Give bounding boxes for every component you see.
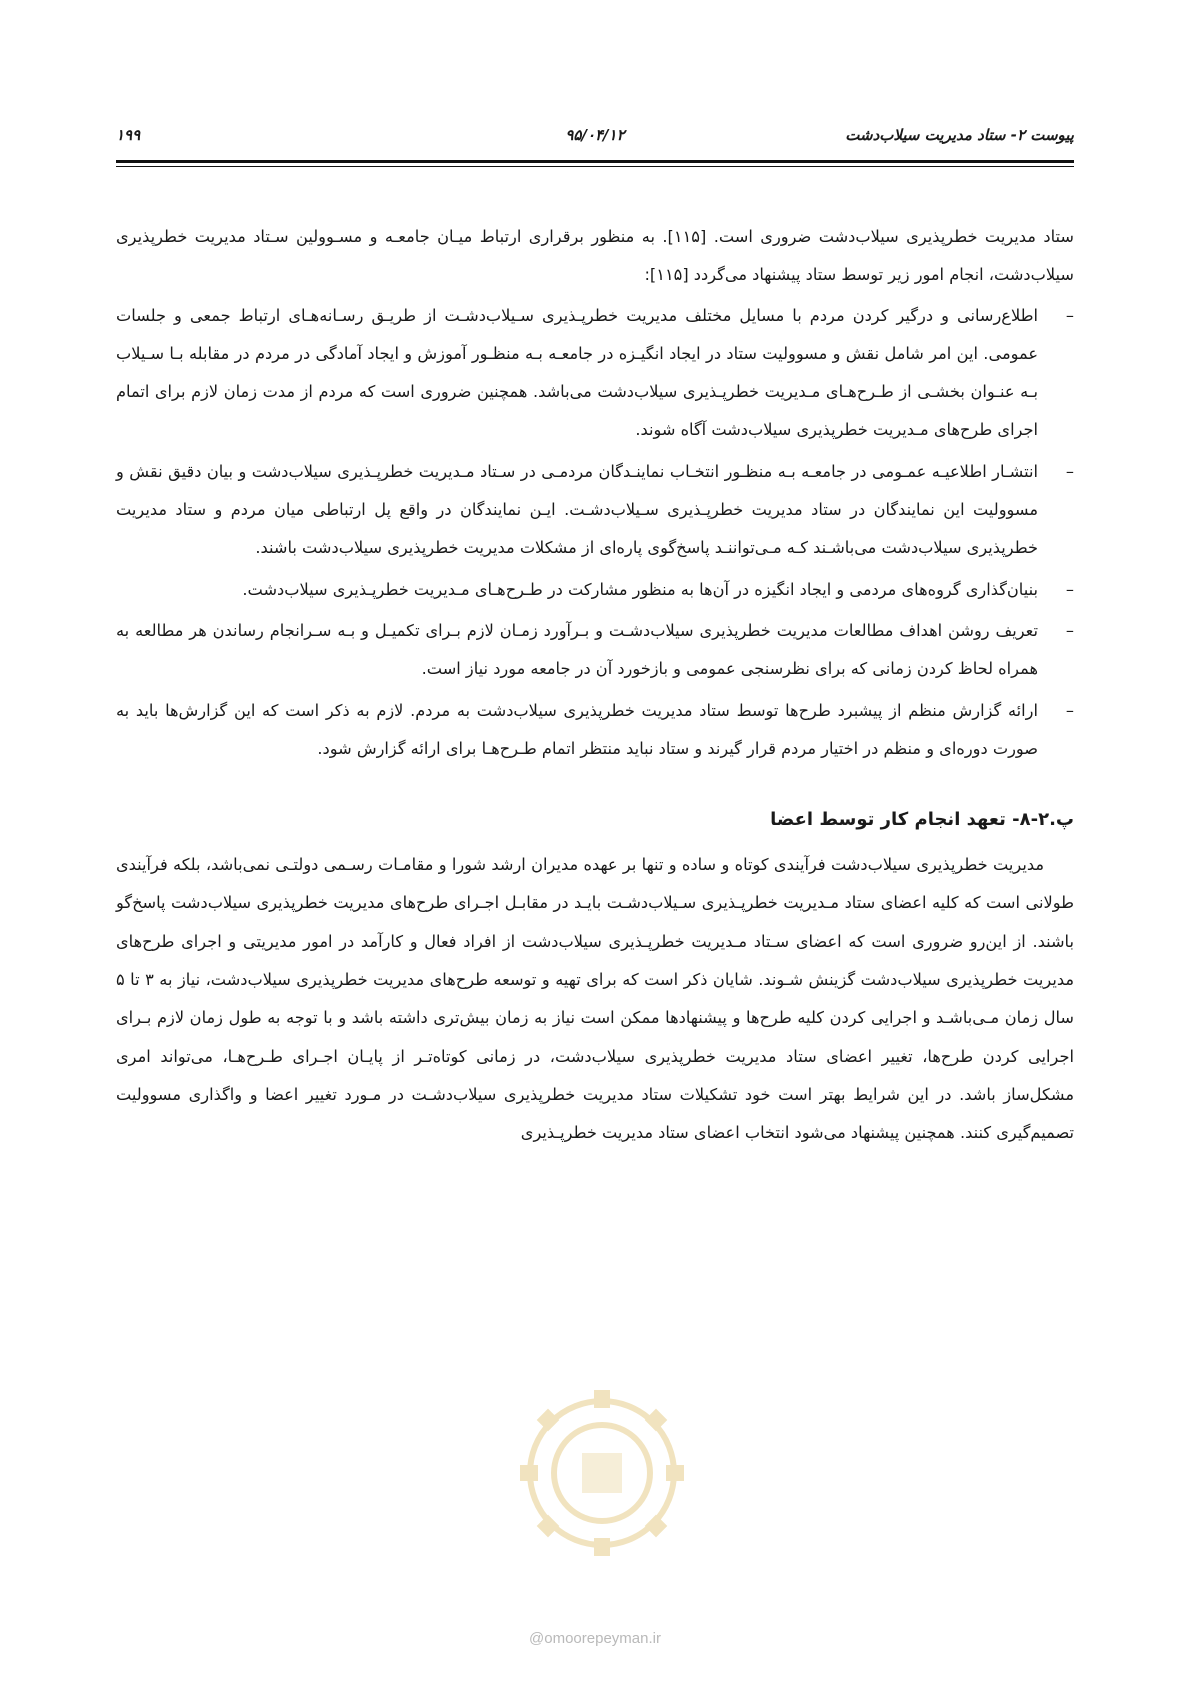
bullet-dash: –: [1065, 700, 1074, 720]
bullet-text: ارائه گزارش منظم از پیشبرد طرح‌ها توسط ستاد مدیریت خطرپذیری سیلاب‌دشت به مردم. لازم به ذکر است که این گزارش‌ها باید به صورت دوره‌ای و منظم در اختیار مردم قرار گیرند و ستاد نباید منتظر اتمام طـرح‌هـا برای ارائه گزارش شود.: [116, 700, 1038, 758]
bullet-text: بنیان‌گذاری گروه‌های مردمی و ایجاد انگیزه در آن‌ها به منظور مشارکت در طـرح‌هـای مـدیریت خطرپـذیری سیلاب‌دشت.: [242, 579, 1038, 599]
bullet-dash: –: [1065, 461, 1074, 481]
section-paragraph: مدیریت خطرپذیری سیلاب‌دشت فرآیندی کوتاه و ساده و تنها بر عهده مدیران ارشد شورا و مقامـات رسـمی دولتـی نمی‌باشد، بلکه فرآیندی طولانی است که کلیه اعضای ستاد مـدیریت خطرپـذیری سـیلاب‌دشـت بایـد در مقابـل اجـرای طرح‌های مدیریت خطرپذیری سیلاب‌دشت پاسخ‌گو باشند. از این‌رو ضروری است که اعضای سـتاد مـدیریت خطرپـذیری سیلاب‌دشت از افراد فعال و کارآمد در امور مدیریتی و اجرای طرح‌های مدیریت خطرپذیری سیلاب‌دشت گزینش شـوند. شایان ذکر است که برای تهیه و توسعه طرح‌های مدیریت خطرپذیری سیلاب‌دشت، نیاز به ۳ تا ۵ سال زمان مـی‌باشـد و اجرایی کردن کلیه طرح‌ها و پیشنهادها ممکن است نیاز به زمان بیش‌تری داشته باشد و با توجه به طول زمان لازم بـرای اجرایی کردن طرح‌ها، تغییر اعضای ستاد مدیریت خطرپذیری سیلاب‌دشت، در زمانی کوتاه‌تـر از پایـان اجـرای طـرح‌هـا، می‌تواند امری مشکل‌ساز باشد. در این شرایط بهتر است خود تشکیلات ستاد مدیریت خطرپذیری سیلاب‌دشـت در مـورد تغییر اعضا و واگذاری مسوولیت تصمیم‌گیری کنند. همچنین پیشنهاد می‌شود انتخاب اعضای ستاد مدیریت خطرپـذیری: [116, 855, 1074, 1143]
page-number: ۱۹۹: [116, 126, 141, 144]
watermark-site: @omoorepeyman.ir: [529, 1630, 661, 1647]
bullet-dash: –: [1065, 305, 1074, 325]
bullet-text: تعریف روشن اهداف مطالعات مدیریت خطرپذیری سیلاب‌دشـت و بـرآورد زمـان لازم بـرای تکمیـل و بـه سـرانجام رساندن هر مطالعه به همراه لحاظ کردن زمانی که برای نظرسنجی عمومی و بازخورد آن در جامعه مورد نیاز است.: [116, 620, 1038, 679]
bullet-item: [116, 612, 1074, 689]
page-header: [116, 126, 1074, 156]
watermark-logo-icon: [492, 1368, 712, 1568]
bullet-text: اطلاع‌رسانی و درگیر کردن مردم با مسایل مختلف مدیریت خطرپـذیری سـیلاب‌دشـت از طریـق رسـانه‌هـای ارتباط جمعی و جلسات عمومی. این امر شامل نقش و مسوولیت ستاد در ایجاد انگیـزه در جامعـه بـه منظـور آموزش و ایجاد آمادگی در مردم در مقابله بـا سـیلاب بـه عنـوان بخشـی از طـرح‌هـای مـدیریت خطرپـذیری سیلاب‌دشت می‌باشد. همچنین ضروری است که مردم از مدت زمان لازم برای اتمام اجرای طرح‌های مـدیریت خطرپذیری سیلاب‌دشت آگاه شوند.: [116, 305, 1038, 440]
header-rule-thick: [116, 160, 1074, 163]
page-body: [116, 218, 1074, 1153]
bullet-list: [116, 297, 1074, 769]
bullet-item: [116, 297, 1074, 450]
header-rule-thin: [116, 166, 1074, 167]
bullet-dash: –: [1065, 579, 1074, 599]
bullet-item: [116, 571, 1074, 609]
intro-paragraph: ستاد مدیریت خطرپذیری سیلاب‌دشت ضروری است. [۱۱۵]. به منظور برقراری ارتباط میـان جامعـه و مسـوولین سـتاد مدیریت خطرپذیری سیلاب‌دشت، انجام امور زیر توسط ستاد پیشنهاد می‌گردد [۱۱۵]:: [116, 227, 1074, 285]
bullet-dash: –: [1065, 620, 1074, 640]
header-date: ۹۵/۰۴/۱۲: [565, 126, 625, 144]
section-heading: پ.۲-۸- تعهد انجام کار توسط اعضا: [770, 809, 1074, 831]
bullet-text: انتشـار اطلاعیـه عمـومی در جامعـه بـه منظـور انتخـاب نماینـدگان مردمـی در سـتاد مـدیریت خطرپـذیری سیلاب‌دشت و بیان دقیق نقش و مسوولیت این نمایندگان در ستاد مدیریت خطرپـذیری سـیلاب‌دشـت. ایـن نمایندگان در واقع پل ارتباطی میان مردم و ستاد مدیریت خطرپذیری سیلاب‌دشت می‌باشـند کـه مـی‌تواننـد پاسخ‌گوی پاره‌ای از مشکلات مدیریت خطرپذیری سیلاب‌دشت باشند.: [116, 461, 1038, 558]
bullet-item: [116, 453, 1074, 568]
bullet-item: [116, 692, 1074, 769]
running-title: پیوست ۲- ستاد مدیریت سیلاب‌دشت: [845, 126, 1074, 144]
